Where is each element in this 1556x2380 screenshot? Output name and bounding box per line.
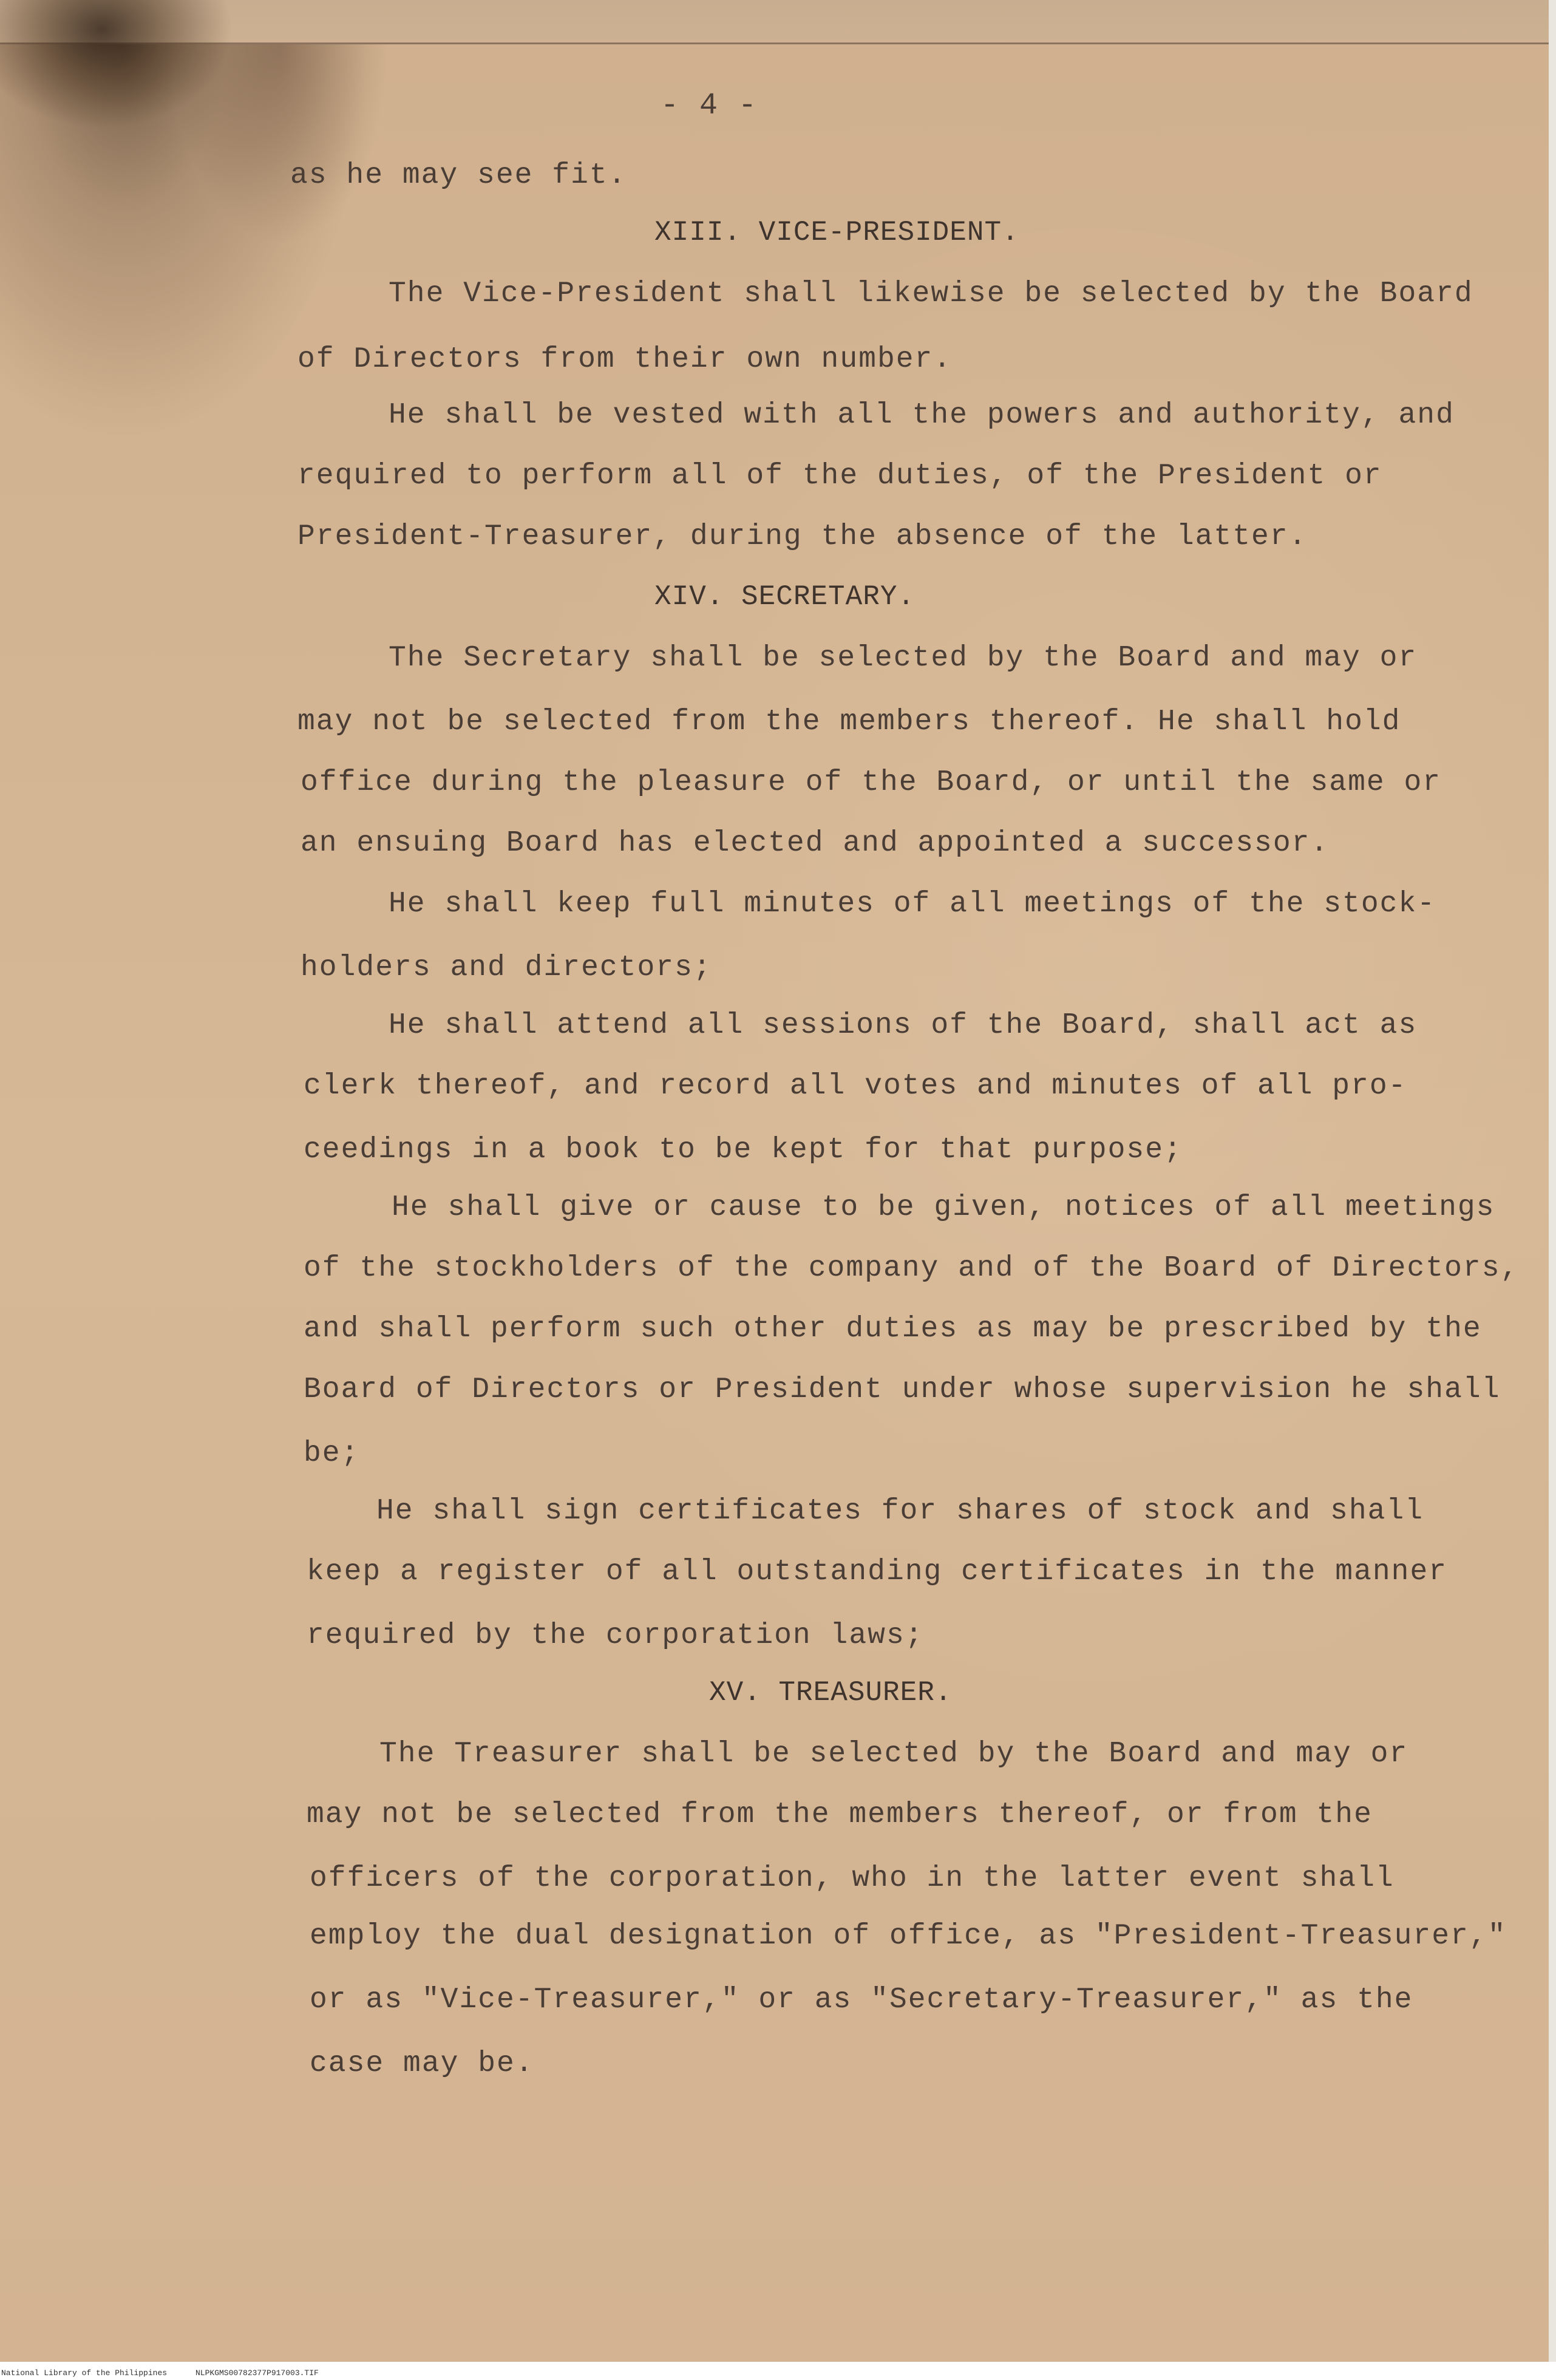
- footer-file-id: NLPKGMS00782377P917003.TIF: [195, 2368, 319, 2378]
- text-line: He shall be vested with all the powers and authority, and: [389, 399, 1455, 432]
- page-right-margin: [1549, 0, 1556, 2362]
- text-line: President-Treasurer, during the absence of the latter.: [297, 520, 1308, 553]
- text-line: or as "Vice-Treasurer," or as "Secretary-Treasurer," as the: [310, 1984, 1413, 2016]
- text-line: may not be selected from the members thereof, or from the: [307, 1798, 1373, 1831]
- text-line: office during the pleasure of the Board, or until the same or: [301, 766, 1442, 799]
- text-line: may not be selected from the members thereof. He shall hold: [297, 706, 1401, 738]
- top-edge-band: [0, 0, 1556, 44]
- scan-footer: [0, 2366, 1556, 2380]
- page-number: - 4 -: [661, 89, 758, 123]
- text-line: ceedings in a book to be kept for that purpose;: [304, 1134, 1183, 1166]
- text-line: officers of the corporation, who in the latter event shall: [310, 1862, 1395, 1895]
- text-line: clerk thereof, and record all votes and minutes of all pro-: [304, 1070, 1407, 1103]
- section-heading-treasurer: XV. TREASURER.: [709, 1677, 953, 1708]
- section-heading-secretary: XIV. SECRETARY.: [654, 581, 916, 613]
- text-line: He shall give or cause to be given, notices of all meetings: [392, 1191, 1495, 1224]
- text-line: employ the dual designation of office, as "President-Treasurer,": [310, 1920, 1507, 1953]
- text-line: and shall perform such other duties as may be prescribed by the: [304, 1313, 1482, 1345]
- text-line: of Directors from their own number.: [297, 343, 953, 376]
- text-line: as he may see fit.: [290, 159, 627, 192]
- text-line: of the stockholders of the company and of the Board of Directors,: [304, 1252, 1520, 1285]
- text-line: required by the corporation laws;: [307, 1619, 924, 1652]
- text-line: The Vice-President shall likewise be selected by the Board: [389, 277, 1473, 310]
- footer-library-name: National Library of the Philippines: [1, 2368, 168, 2378]
- text-line: The Secretary shall be selected by the Board and may or: [389, 642, 1418, 675]
- text-line: The Treasurer shall be selected by the Board and may or: [379, 1738, 1408, 1770]
- text-line: He shall keep full minutes of all meetings of the stock-: [389, 888, 1436, 920]
- text-line: Board of Directors or President under whose supervision he shall: [304, 1373, 1501, 1406]
- text-line: He shall attend all sessions of the Board, shall act as: [389, 1009, 1418, 1042]
- text-line: keep a register of all outstanding certificates in the manner: [307, 1555, 1448, 1588]
- text-line: case may be.: [310, 2047, 534, 2080]
- text-line: required to perform all of the duties, of the President or: [297, 460, 1382, 492]
- section-heading-vice-president: XIII. VICE-PRESIDENT.: [654, 217, 1019, 248]
- text-line: holders and directors;: [301, 951, 712, 984]
- text-line: an ensuing Board has elected and appointed a successor.: [301, 827, 1330, 860]
- text-line: He shall sign certificates for shares of stock and shall: [376, 1495, 1424, 1528]
- text-line: be;: [304, 1437, 360, 1470]
